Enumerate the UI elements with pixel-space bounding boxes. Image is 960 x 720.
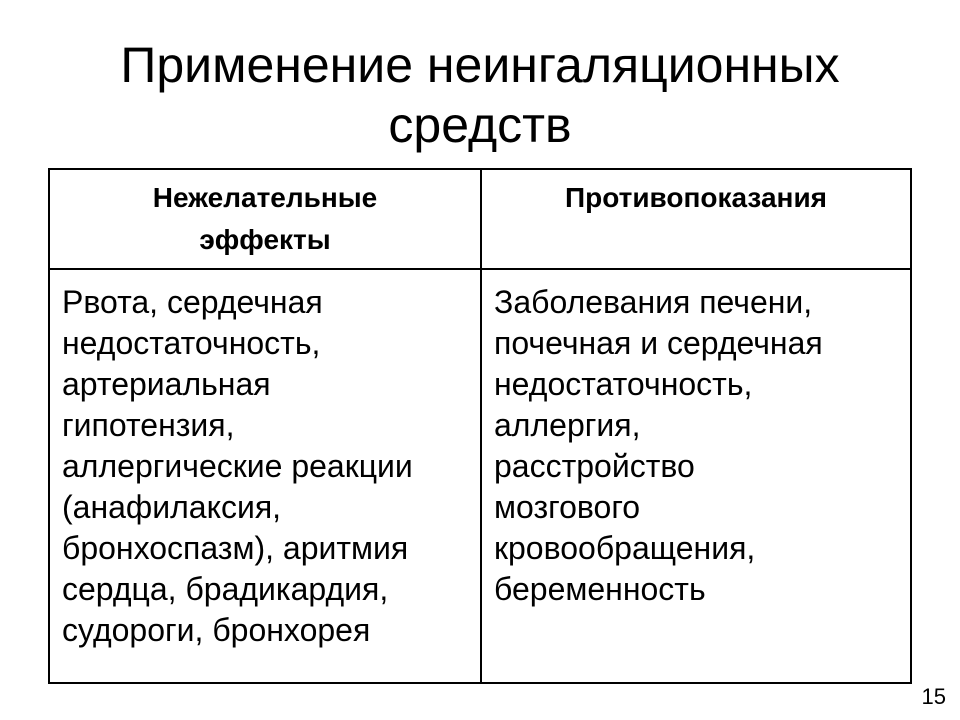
body-text-line: Заболевания печени,: [494, 284, 813, 320]
slide-title-line: средств: [388, 97, 572, 153]
body-text-line: почечная и сердечная: [494, 325, 823, 361]
header-text-line: Противопоказания: [564, 182, 828, 213]
body-text-line: аллергические реакции: [62, 448, 413, 484]
body-text-line: расстройство: [494, 448, 695, 484]
body-text-line: бронхоспазм), аритмия: [62, 530, 409, 566]
slide-title-line: Применение неингаляционных: [120, 37, 840, 93]
header-text-line: Нежелательные: [152, 182, 378, 213]
body-text-line: сердца, брадикардия,: [62, 571, 389, 607]
comparison-table: [48, 168, 912, 684]
slide-title: [60, 35, 900, 155]
body-text-line: мозгового: [494, 489, 641, 525]
body-text-line: гипотензия,: [62, 407, 235, 443]
body-cell-side-effects: [50, 270, 480, 682]
body-text-line: судороги, бронхорея: [62, 612, 371, 648]
body-text-line: беременность: [494, 571, 706, 607]
body-text-line: недостаточность,: [494, 366, 753, 402]
body-text-line: недостаточность,: [62, 325, 321, 361]
body-text-line: аллергия,: [494, 407, 641, 443]
body-text-line: (анафилаксия,: [62, 489, 282, 525]
body-cell-contraindications: [482, 270, 910, 682]
body-text-line: Рвота, сердечная: [62, 284, 323, 320]
header-cell-side-effects: [50, 170, 480, 268]
body-text-line: артериальная: [62, 366, 271, 402]
page-number: 15: [921, 684, 946, 709]
header-cell-contraindications: [482, 170, 910, 268]
header-text-line: эффекты: [199, 224, 331, 255]
body-text-line: кровообращения,: [494, 530, 756, 566]
